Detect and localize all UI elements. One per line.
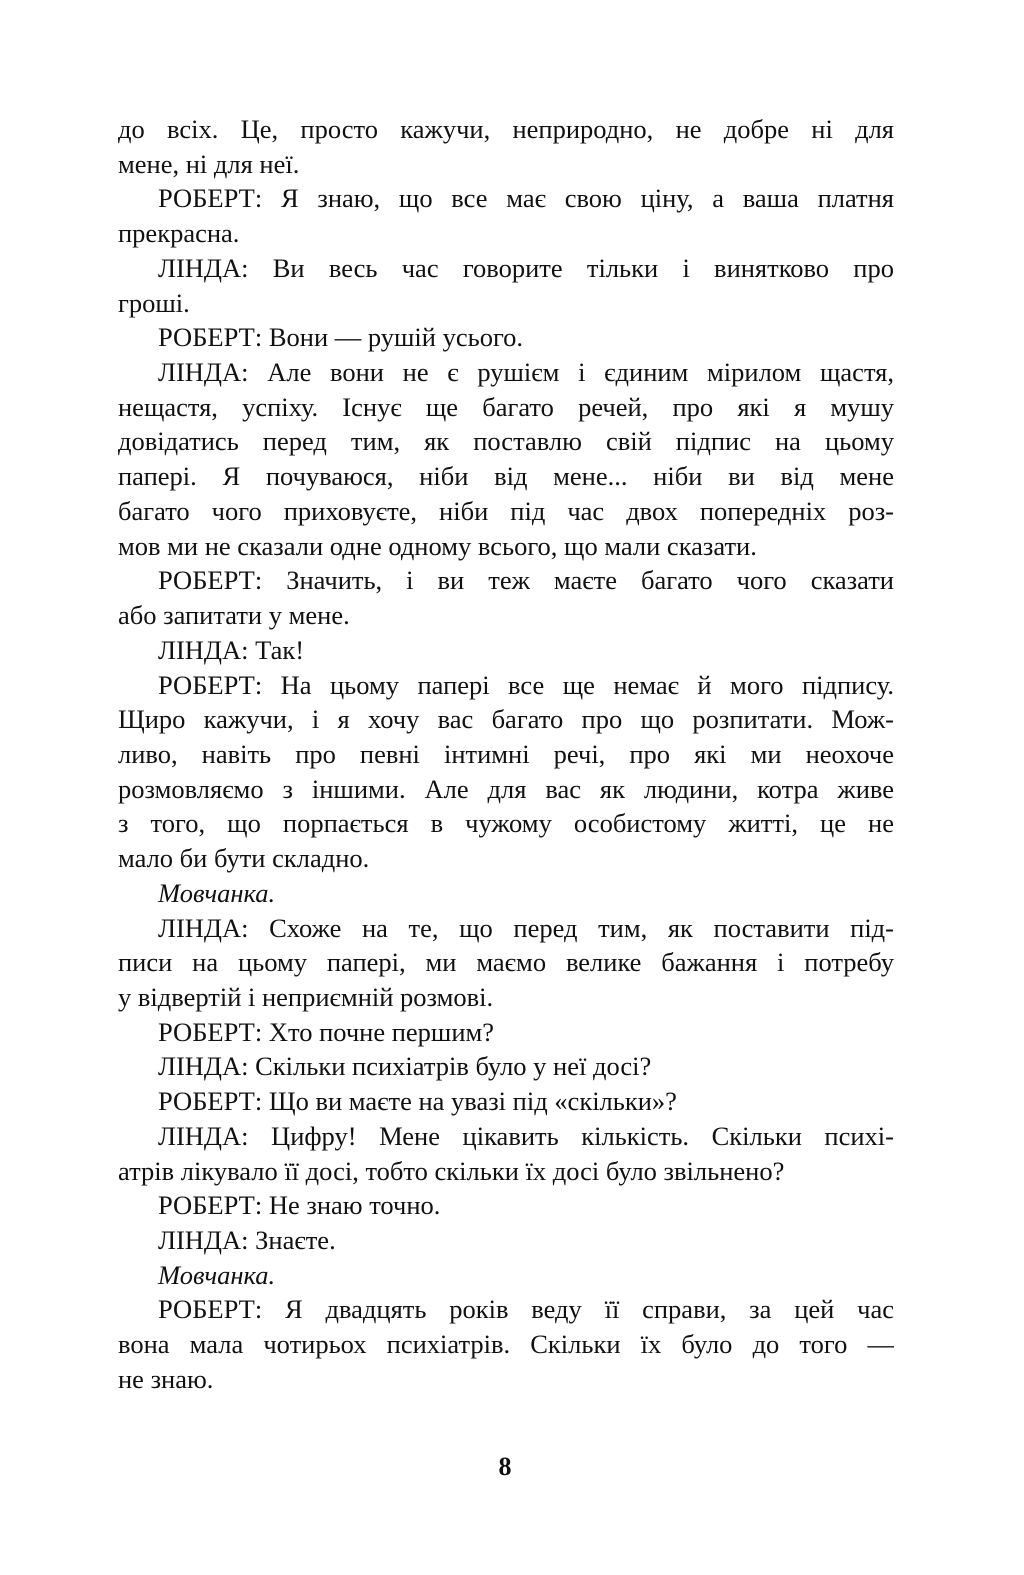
dialogue-paragraph xyxy=(118,563,894,632)
text-line: багато чого приховуєте, ніби під час двох попередніх роз- xyxy=(118,495,894,526)
dialogue-paragraph xyxy=(118,355,894,563)
text-line: писи на цьому папері, ми маємо велике бажання і потребу xyxy=(118,947,894,978)
page-body-text xyxy=(118,112,894,1397)
text-line: РОБЕРТ: На цьому папері все ще немає й мого підпису. xyxy=(158,669,894,700)
dialogue-paragraph xyxy=(118,1119,894,1188)
text-line: нещастя, успіху. Існує ще багато речей, про які я мушу xyxy=(118,391,894,422)
dialogue-paragraph xyxy=(118,1084,894,1119)
text-line: РОБЕРТ: Вони — рушій усього. xyxy=(158,322,524,353)
dialogue-paragraph xyxy=(118,1292,894,1396)
dialogue-paragraph xyxy=(118,251,894,320)
text-line: ливо, навіть про певні інтимні речі, про які ми неохоче xyxy=(118,738,894,769)
dialogue-paragraph xyxy=(118,1015,894,1050)
text-line: ЛІНДА: Схоже на те, що перед тим, як поставити під- xyxy=(158,912,894,943)
text-line: Щиро кажучи, і я хочу вас багато про що розпитати. Мож- xyxy=(118,704,894,735)
text-line: РОБЕРТ: Я двадцять років веду її справи, за цей час xyxy=(158,1294,894,1325)
text-line: РОБЕРТ: Значить, і ви теж маєте багато чого сказати xyxy=(158,565,894,596)
text-line: РОБЕРТ: Що ви маєте на увазі під «скільки»? xyxy=(158,1086,677,1117)
dialogue-paragraph xyxy=(118,1049,894,1084)
text-line: до всіх. Це, просто кажучи, неприродно, не добре ні для xyxy=(118,114,894,144)
page-number: 8 xyxy=(498,1452,512,1481)
text-line: папері. Я почуваюся, ніби від мене... ніби ви від мене xyxy=(118,461,894,492)
dialogue-paragraph xyxy=(118,112,894,181)
text-line: мене, ні для неї. xyxy=(118,148,300,179)
text-line: ЛІНДА: Але вони не є рушієм і єдиним мірилом щастя, xyxy=(158,357,894,388)
dialogue-paragraph xyxy=(118,1188,894,1223)
text-line: мало би бути складно. xyxy=(118,843,370,874)
dialogue-paragraph xyxy=(118,911,894,1015)
dialogue-paragraph xyxy=(118,633,894,668)
text-line: у відвертій і неприємній розмові. xyxy=(118,981,494,1012)
text-line: ЛІНДА: Знаєте. xyxy=(158,1225,336,1255)
text-line: Мовчанка. xyxy=(158,877,276,908)
text-line: РОБЕРТ: Я знаю, що все має свою ціну, а ваша платня xyxy=(158,183,894,214)
dialogue-paragraph xyxy=(118,181,894,250)
dialogue-paragraph xyxy=(118,1223,894,1258)
stage-direction xyxy=(118,1258,894,1293)
text-line: не знаю. xyxy=(118,1363,214,1394)
text-line: розмовляємо з іншими. Але для вас як людини, котра живе xyxy=(118,773,894,804)
dialogue-paragraph xyxy=(118,668,894,876)
text-line: ЛІНДА: Цифру! Мене цікавить кількість. Скільки психі- xyxy=(158,1120,894,1151)
text-line: вона мала чотирьох психіатрів. Скільки їх було до того — xyxy=(118,1329,894,1360)
text-line: довідатись перед тим, як поставлю свій підпис на цьому xyxy=(118,426,894,457)
text-line: ЛІНДА: Ви весь час говорите тільки і винятково про xyxy=(158,252,894,283)
text-line: з того, що порпається в чужому особистому житті, це не xyxy=(118,808,894,839)
text-line: гроші. xyxy=(118,287,190,318)
text-line: ЛІНДА: Так! xyxy=(158,634,305,665)
text-line: РОБЕРТ: Хто почне першим? xyxy=(158,1016,495,1047)
dialogue-paragraph xyxy=(118,320,894,355)
text-line: Мовчанка. xyxy=(158,1259,276,1290)
text-line: атрів лікувало її досі, тобто скільки їх досі було звільнено? xyxy=(118,1155,785,1186)
text-line: РОБЕРТ: Не знаю точно. xyxy=(158,1190,441,1221)
text-line: прекрасна. xyxy=(118,218,240,249)
stage-direction xyxy=(118,876,894,911)
text-line: або запитати у мене. xyxy=(118,600,350,631)
text-line: мов ми не сказали одне одному всього, що мали сказати. xyxy=(118,530,757,561)
text-line: ЛІНДА: Скільки психіатрів було у неї досі? xyxy=(158,1051,652,1082)
